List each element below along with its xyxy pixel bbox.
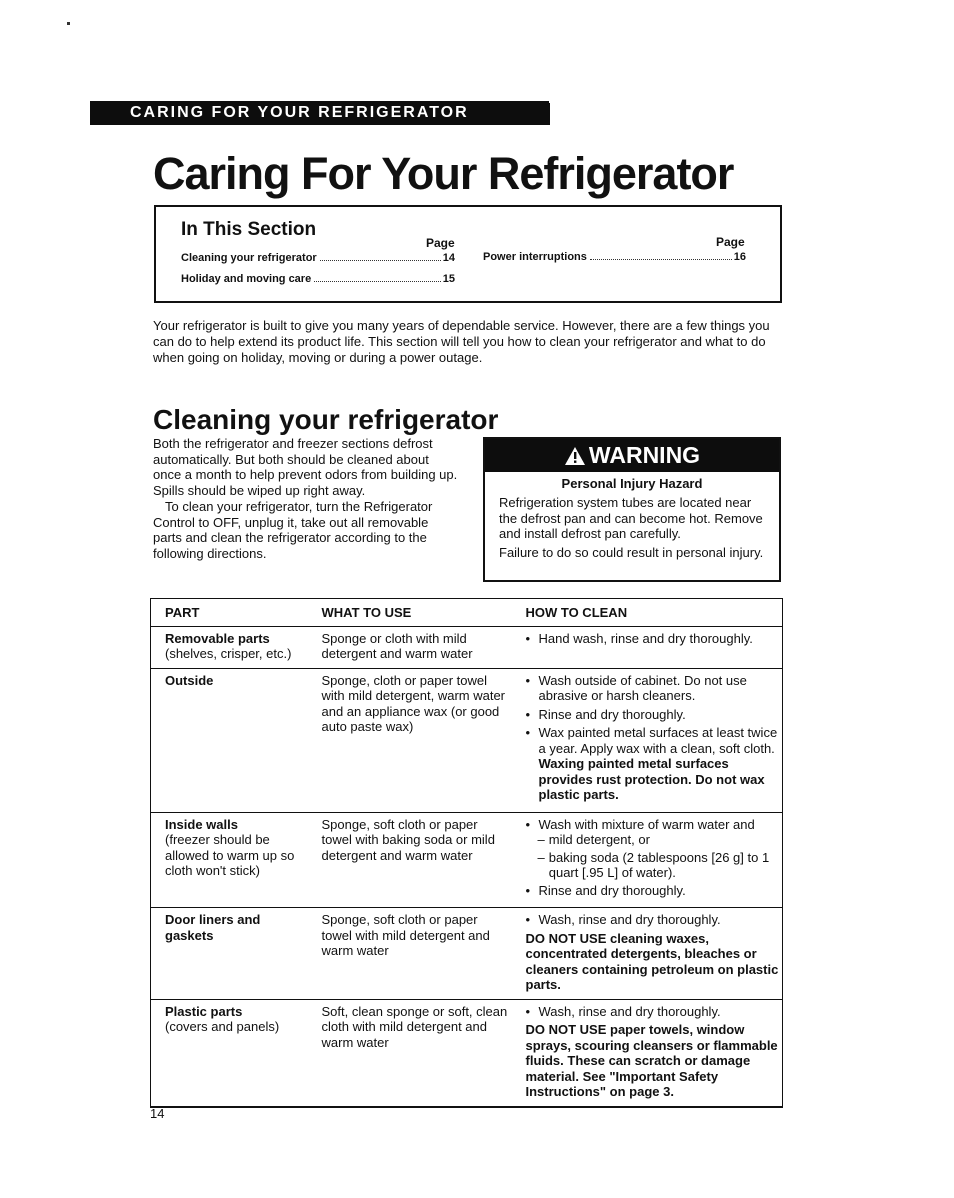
what-to-use: Sponge, soft cloth or paper towel with baking soda or mild detergent and warm water (308, 812, 510, 908)
toc-entry-page: 14 (442, 252, 455, 264)
cleaning-para-1: Both the refrigerator and freezer sections defrost automatically. But both should be cleaned about once a month to help prevent odors from building up. Spills should be wiped up right away. (153, 436, 458, 499)
toc-leader-dots (314, 281, 441, 282)
toc-entry-holiday[interactable] (181, 273, 455, 285)
part-name: Outside (165, 672, 214, 688)
how-bold-note: Waxing painted metal surfaces provides rust protection. Do not wax plastic parts. (538, 756, 765, 802)
toc-page-header-right: Page (716, 235, 745, 249)
bullet-glyph: • (525, 882, 531, 898)
table-row (151, 908, 783, 1000)
bullet-glyph: • (525, 816, 531, 832)
intro-paragraph: Your refrigerator is built to give you many years of dependable service. However, there are a few things you can do to help extend its product life. This section will tell you how to clean your refrigerator and what to do when going on holiday, moving or during a power outage. (153, 318, 770, 365)
part-name: Door liners and gaskets (165, 912, 261, 943)
toc-entry-page: 15 (442, 273, 455, 285)
page-number: 14 (150, 1106, 165, 1121)
cleaning-para-2: To clean your refrigerator, turn the Refrigerator Control to OFF, unplug it, take out all removable parts and clean the refrigerator according to the following directions. (153, 498, 433, 561)
warning-label: WARNING (588, 442, 701, 468)
toc-entry-label: Holiday and moving care (181, 273, 312, 285)
table-header-row (151, 599, 783, 627)
how-bullet: • Rinse and dry thoroughly. (525, 882, 686, 898)
how-bullet: • Wash, rinse and dry thoroughly. (525, 1003, 721, 1019)
how-bullet: • Wash outside of cabinet. Do not use abrasive or harsh cleaners. (525, 672, 747, 703)
part-note: (covers and panels) (165, 1019, 280, 1034)
dash-glyph: – (537, 832, 545, 847)
warning-text-1: Refrigeration system tubes are located near the defrost pan and can become hot. Remove and install defrost pan carefully. (499, 495, 763, 541)
warning-header (485, 439, 779, 472)
part-name: Plastic parts (165, 1003, 243, 1019)
bullet-glyph: • (525, 630, 531, 646)
warning-text-2: Failure to do so could result in personal injury. (499, 545, 764, 560)
how-sub-item: – mild detergent, or (537, 832, 650, 847)
toc-entry-page: 16 (733, 251, 746, 263)
how-bold-note: DO NOT USE cleaning waxes, concentrated detergents, bleaches or cleaners containing petroleum on plastic parts. (525, 930, 779, 992)
cleaning-table (150, 598, 783, 1108)
toc-entry-cleaning[interactable] (181, 252, 455, 264)
page-title: Caring For Your Refrigerator (153, 148, 734, 199)
scan-speck (67, 22, 70, 25)
how-bullet: • Rinse and dry thoroughly. (525, 706, 686, 722)
part-note: (shelves, crisper, etc.) (165, 646, 292, 661)
section-banner: CARING FOR YOUR REFRIGERATOR (90, 101, 549, 125)
how-bullet: • Wash with mixture of warm water and (525, 816, 755, 832)
cleaning-heading: Cleaning your refrigerator (153, 404, 499, 435)
part-note: (freezer should be allowed to warm up so cloth won't stick) (165, 832, 295, 878)
what-to-use: Soft, clean sponge or soft, clean cloth with mild detergent and warm water (308, 999, 510, 1107)
table-row (151, 626, 783, 668)
bullet-glyph: • (525, 725, 531, 740)
how-bold-note: DO NOT USE paper towels, window sprays, scouring cleansers or flammable fluids. These can scratch or damage material. See "Important Safety Instructions" on page 3. (525, 1022, 778, 1099)
toc-leader-dots (320, 260, 441, 261)
what-to-use: Sponge, cloth or paper towel with mild detergent, warm water and an appliance wax (or good auto paste wax) (308, 668, 510, 812)
what-to-use: Sponge, soft cloth or paper towel with mild detergent and warm water (308, 908, 510, 1000)
header-how-to-clean: HOW TO CLEAN (510, 599, 783, 627)
part-name: Removable parts (165, 630, 270, 646)
bullet-glyph: • (525, 1003, 531, 1019)
bullet-glyph: • (525, 912, 531, 927)
toc-entry-power[interactable] (483, 251, 746, 263)
table-row (151, 812, 783, 908)
how-sub-item: – baking soda (2 tablespoons [26 g] to 1 quart [.95 L] of water). (537, 849, 770, 880)
bullet-glyph: • (525, 672, 531, 688)
toc-entry-label: Power interruptions (483, 251, 587, 263)
cleaning-text (153, 436, 458, 562)
toc-leader-dots (590, 259, 732, 260)
toc-heading: In This Section (181, 219, 317, 240)
toc-entry-label: Cleaning your refrigerator (181, 252, 317, 264)
what-to-use: Sponge or cloth with mild detergent and warm water (308, 626, 510, 668)
warning-triangle-icon (564, 446, 586, 466)
part-name: Inside walls (165, 816, 238, 832)
how-bullet: • Hand wash, rinse and dry thoroughly. (525, 630, 753, 646)
header-part: PART (151, 599, 308, 627)
banner-tail (548, 103, 550, 125)
warning-title: Personal Injury Hazard (561, 476, 703, 491)
dash-glyph: – (537, 849, 545, 865)
how-bullet: • Wax painted metal surfaces at least twice a year. Apply wax with a clean, soft cloth. Waxing painted metal surfaces provides rust protection. Do not wax plastic parts. (525, 725, 778, 802)
header-what-to-use: WHAT TO USE (308, 599, 510, 627)
how-bullet: • Wash, rinse and dry thoroughly. (525, 912, 721, 927)
table-row (151, 999, 783, 1107)
table-row (151, 668, 783, 812)
toc-page-header-left: Page (426, 236, 455, 250)
bullet-glyph: • (525, 706, 531, 722)
